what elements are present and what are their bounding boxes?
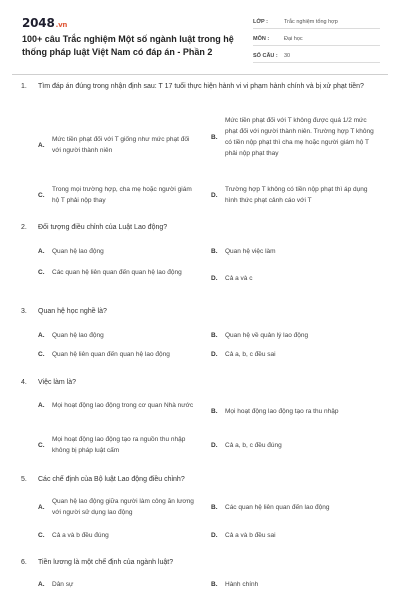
site-logo[interactable] (22, 16, 67, 30)
option-text: Quan hệ lao động (52, 332, 104, 339)
option-c[interactable] (38, 530, 198, 541)
option-letter: D. (211, 351, 218, 358)
option-a[interactable] (38, 579, 198, 590)
option-letter: A. (38, 332, 45, 339)
meta-count-row (253, 49, 380, 63)
option-letter: B. (211, 248, 218, 255)
option-letter: B. (211, 504, 218, 511)
question-text: Việc làm là? (38, 379, 77, 386)
meta-class-row (253, 15, 380, 29)
document-title: 100+ câu Trắc nghiệm Một số ngành luật trong hệ thống pháp luật Việt Nam có đáp án - Phần 2 (22, 34, 234, 57)
logo-extension: .vn (55, 21, 68, 29)
option-letter: B. (211, 581, 218, 588)
option-a[interactable] (38, 496, 198, 518)
question-text: Tiền lương là một chế định của ngành luật? (38, 559, 174, 566)
option-text: Mọi hoạt động lao động tạo ra nguồn thu nhập không bị pháp luật cấm (52, 436, 186, 454)
option-a[interactable] (38, 330, 198, 341)
meta-subject-label: MÔN : (253, 35, 270, 42)
meta-info (253, 15, 380, 66)
option-d[interactable] (211, 530, 381, 541)
option-c[interactable] (38, 434, 198, 456)
option-letter: A. (38, 581, 45, 588)
option-text: Quan hệ về quản lý lao động (225, 332, 309, 339)
option-letter: C. (38, 191, 45, 199)
option-letter: C. (38, 441, 45, 449)
option-letter: A. (38, 141, 45, 149)
option-text: Quan hệ lao động (52, 248, 104, 255)
option-text: Mọi hoạt động lao động tạo ra thu nhập (225, 408, 339, 415)
option-a[interactable] (38, 246, 198, 257)
option-d[interactable] (211, 440, 381, 451)
meta-subject-row (253, 32, 380, 46)
option-b[interactable] (211, 115, 381, 159)
question-text: Quan hệ học nghề là? (38, 308, 107, 315)
option-text: Cả a và b đều sai (225, 532, 276, 539)
option-letter: D. (211, 275, 218, 282)
option-b[interactable] (211, 502, 381, 513)
option-text: Trường hợp T không có tiền nộp phạt thì áp dụng hình thức phạt cảnh cáo với T (225, 186, 368, 204)
option-text: Dân sự (52, 581, 74, 588)
option-text: Cả a, b, c đều sai (225, 351, 276, 358)
option-letter: D. (211, 532, 218, 539)
option-text: Mức tiền phạt đối với T không được quá 1/2 mức phạt đối với người thành niên. Trường hợp T không có tiền nộp phạt thì cha mẹ hoặc người giám hộ T phải nộp phạt thay (225, 117, 374, 157)
option-b[interactable] (211, 579, 381, 590)
option-text: Quan hệ liên quan đến quan hệ lao động (52, 351, 170, 358)
option-text: Quan hệ lao động giữa người làm công ăn lương với người sử dụng lao động (52, 498, 194, 516)
question-number: 5. (21, 476, 27, 483)
question-number: 6. (21, 559, 27, 566)
option-a[interactable] (38, 400, 198, 411)
option-text: Cả a và b đều đúng (52, 532, 109, 539)
document-header (0, 0, 400, 74)
option-a[interactable] (38, 134, 198, 156)
option-letter: C. (38, 351, 45, 358)
option-text: Mọi hoạt động lao động trong cơ quan Nhà nước (52, 402, 194, 409)
option-text: Cả a và c (225, 275, 253, 282)
option-text: Các quan hệ liên quan đến quan hệ lao động (52, 269, 182, 276)
option-text: Mức tiền phạt đối với T giống như mức phạt đối với người thành niên (52, 136, 190, 154)
meta-count-value: 30 (284, 52, 291, 59)
option-letter: A. (38, 503, 45, 511)
question-number: 1. (21, 83, 27, 90)
option-b[interactable] (211, 330, 381, 341)
option-c[interactable] (38, 184, 198, 206)
option-letter: B. (211, 332, 218, 339)
option-letter: C. (38, 532, 45, 539)
option-d[interactable] (211, 184, 381, 206)
option-b[interactable] (211, 246, 381, 257)
option-letter: A. (38, 248, 45, 255)
option-letter: C. (38, 269, 45, 276)
meta-count-label: SỐ CÂU : (253, 52, 278, 59)
option-d[interactable] (211, 273, 381, 284)
logo-text: 2048 (22, 16, 55, 30)
option-letter: B. (211, 408, 218, 415)
option-d[interactable] (211, 349, 381, 360)
option-c[interactable] (38, 349, 198, 360)
option-letter: B. (211, 133, 218, 141)
meta-subject-value: Đại học (284, 35, 303, 42)
option-b[interactable] (211, 406, 381, 417)
option-letter: D. (211, 191, 218, 199)
option-text: Quan hệ việc làm (225, 248, 276, 255)
option-text: Hành chính (225, 581, 259, 588)
question-text: Đối tượng điều chỉnh của Luật Lao động? (38, 224, 168, 231)
question-text: Các chế định của Bộ luật Lao động điều chỉnh? (38, 476, 185, 483)
option-letter: A. (38, 402, 45, 409)
meta-class-value: Trắc nghiệm tổng hợp (284, 18, 338, 25)
meta-class-label: LỚP : (253, 18, 268, 25)
question-number: 3. (21, 308, 27, 315)
option-text: Các quan hệ liên quan đến lao động (225, 504, 330, 511)
option-text: Trong mọi trường hợp, cha mẹ hoặc người giám hộ T phải nộp thay (52, 186, 192, 204)
question-number: 2. (21, 224, 27, 231)
header-divider (12, 74, 388, 75)
question-text: Tìm đáp án đúng trong nhận định sau: T 17 tuổi thực hiện hành vi vi phạm hành chính và bị xử phạt tiền? (38, 83, 364, 90)
option-text: Cả a, b, c đều đúng (225, 442, 282, 449)
option-letter: D. (211, 442, 218, 449)
question-number: 4. (21, 379, 27, 386)
option-c[interactable] (38, 267, 198, 278)
